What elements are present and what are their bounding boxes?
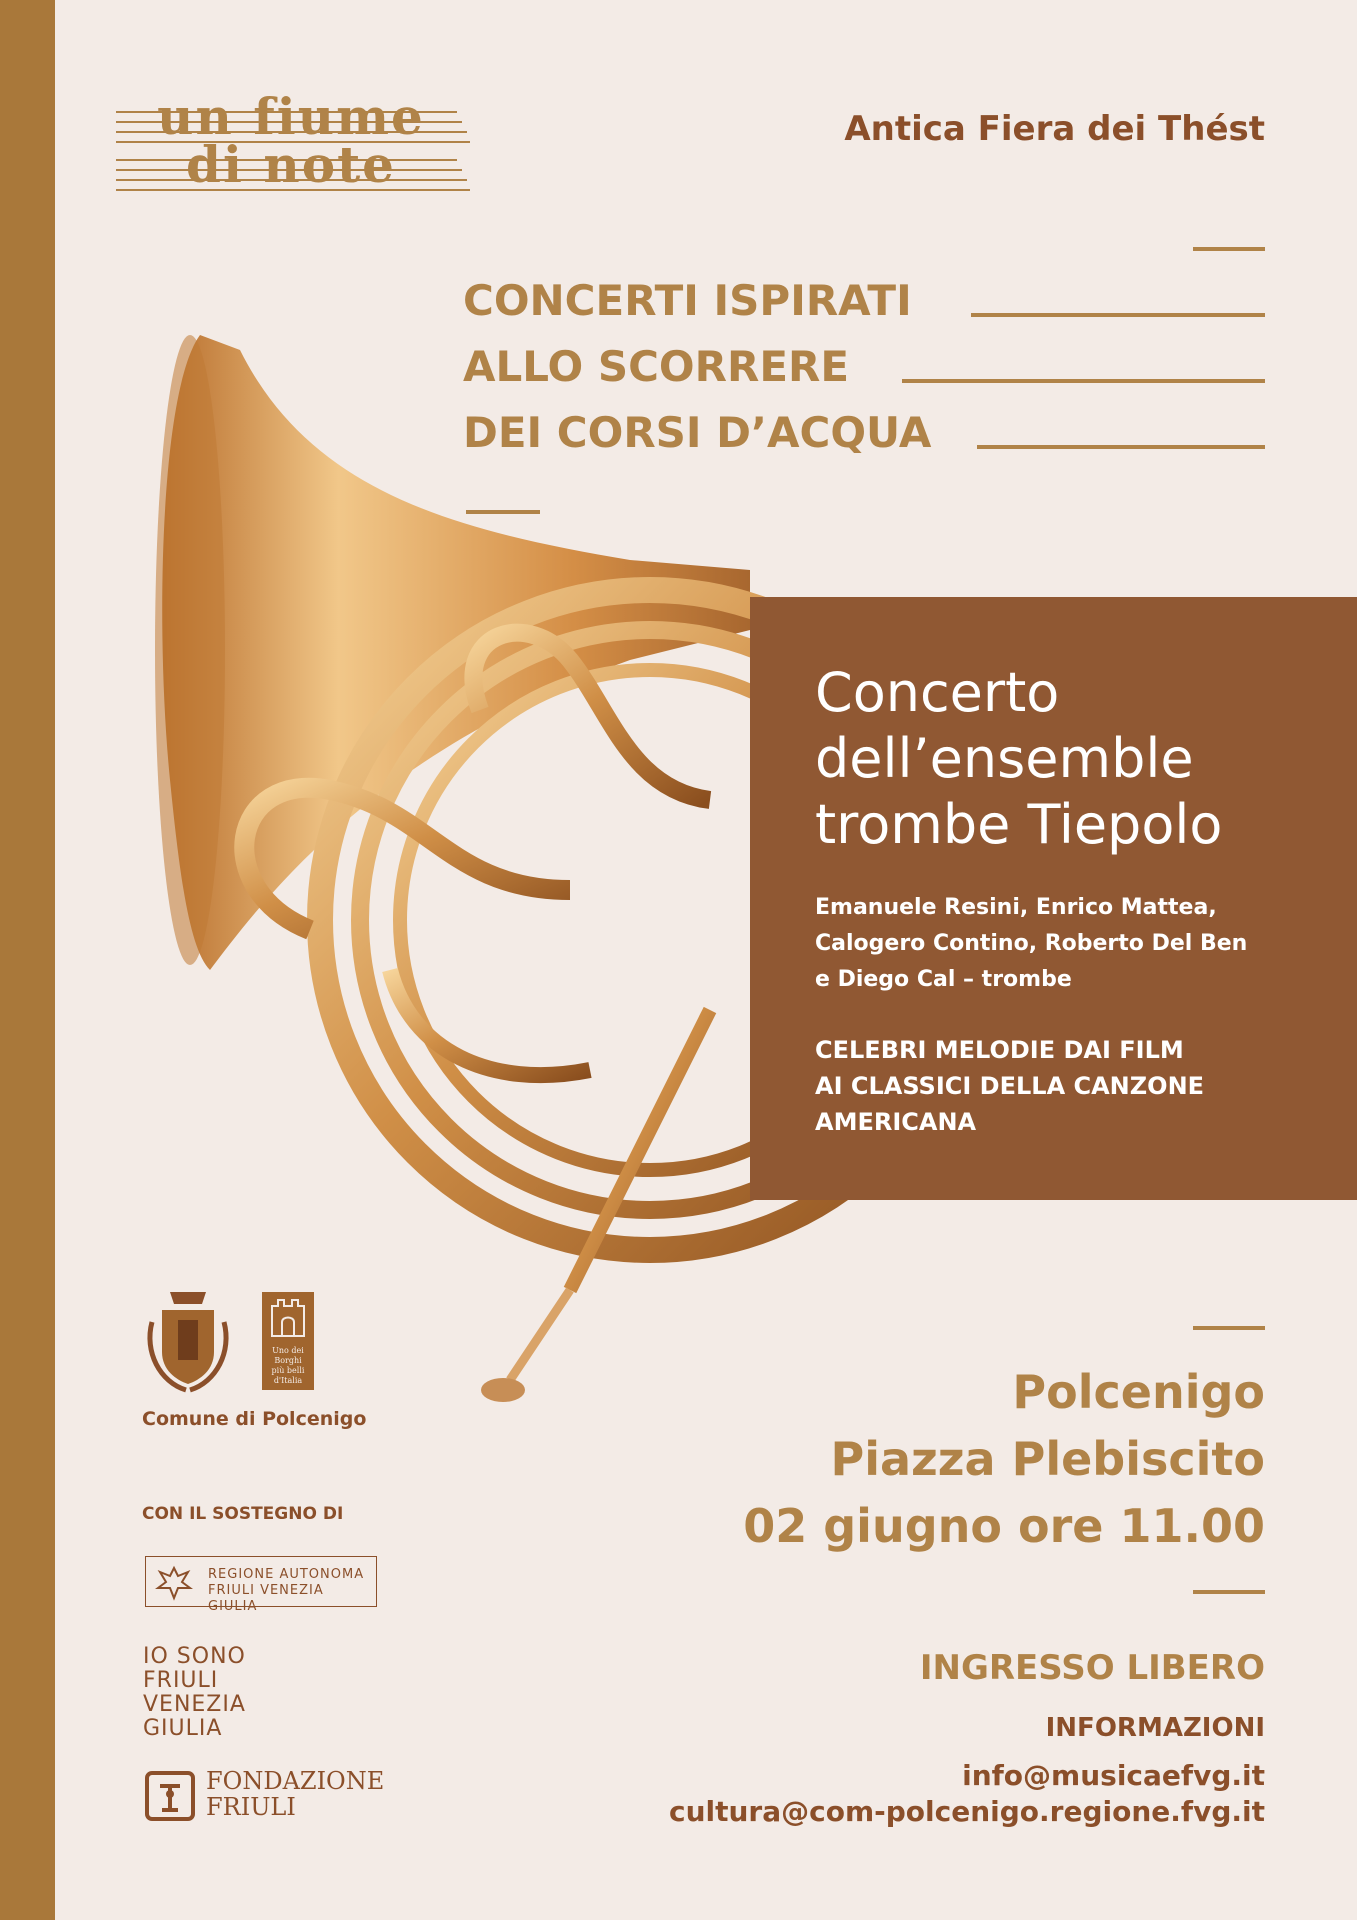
borghi-text-line: Uno dei <box>272 1346 304 1355</box>
performers-line: Calogero Contino, Roberto Del Ben <box>815 931 1248 956</box>
tagline-rule <box>971 313 1265 317</box>
program-line: CELEBRI MELODIE DAI FILM <box>815 1036 1184 1064</box>
info-label: INFORMAZIONI <box>1045 1713 1265 1743</box>
io-sono-line: VENEZIA <box>143 1692 246 1717</box>
fondazione-line: FONDAZIONE <box>206 1767 385 1795</box>
performers-line: e Diego Cal – trombe <box>815 967 1072 992</box>
logo-line-2: di note <box>186 135 396 194</box>
program-description <box>815 1032 1335 1140</box>
io-sono-line: GIULIA <box>143 1716 223 1741</box>
io-sono-line: FRIULI <box>143 1668 219 1693</box>
venue-square: Piazza Plebiscito <box>830 1432 1265 1486</box>
performers-line: Emanuele Resini, Enrico Mattea, <box>815 895 1217 920</box>
event-datetime: 02 giugno ore 11.00 <box>743 1499 1265 1553</box>
borghi-text-line: d'Italia <box>273 1376 303 1385</box>
program-line: AMERICANA <box>815 1108 977 1136</box>
venue-town: Polcenigo <box>1012 1365 1265 1419</box>
borghi-belli-badge <box>262 1292 314 1390</box>
fondazione-line: FRIULI <box>206 1793 296 1821</box>
concert-title-line: trombe Tiepolo <box>815 793 1223 856</box>
borghi-text-line: Borghi <box>274 1356 302 1365</box>
festival-logo <box>112 82 470 207</box>
concert-title-line: Concerto <box>815 661 1060 724</box>
io-sono-line: IO SONO <box>143 1644 246 1669</box>
event-name: Antica Fiera dei Thést <box>844 109 1265 149</box>
concert-title-line: dell’ensemble <box>815 727 1194 790</box>
logo-line-1: un fiume <box>157 87 425 146</box>
divider-rule <box>1193 1326 1265 1330</box>
support-label: CON IL SOSTEGNO DI <box>142 1504 344 1524</box>
regione-line: REGIONE AUTONOMA <box>208 1567 365 1582</box>
fondazione-friuli-icon <box>144 1770 196 1822</box>
program-line: AI CLASSICI DELLA CANZONE <box>815 1072 1205 1100</box>
tagline-line-1: CONCERTI ISPIRATI <box>463 276 912 325</box>
left-accent-bar <box>0 0 55 1920</box>
eagle-icon <box>154 1562 194 1602</box>
performers-list <box>815 890 1335 998</box>
divider-rule <box>1193 1590 1265 1594</box>
free-entry-label: INGRESSO LIBERO <box>919 1648 1265 1688</box>
fondazione-friuli-logo <box>206 1768 384 1820</box>
concert-title <box>815 660 1335 858</box>
regione-fvg-logo <box>145 1556 377 1614</box>
culture-email[interactable]: cultura@com-polcenigo.regione.fvg.it <box>668 1795 1265 1828</box>
tower-icon <box>262 1292 314 1342</box>
borghi-text-line: più belli <box>271 1366 305 1375</box>
comune-label: Comune di Polcenigo <box>142 1408 367 1430</box>
io-sono-fvg-logo <box>143 1645 246 1741</box>
comune-coat-of-arms-icon <box>140 1282 236 1398</box>
regione-line: FRIULI VENEZIA GIULIA <box>208 1583 324 1614</box>
tagline-line-2: ALLO SCORRERE <box>463 342 850 391</box>
info-email[interactable]: info@musicaefvg.it <box>962 1759 1265 1792</box>
divider-rule <box>1193 247 1265 251</box>
tagline-line-3: DEI CORSI D’ACQUA <box>463 408 932 457</box>
